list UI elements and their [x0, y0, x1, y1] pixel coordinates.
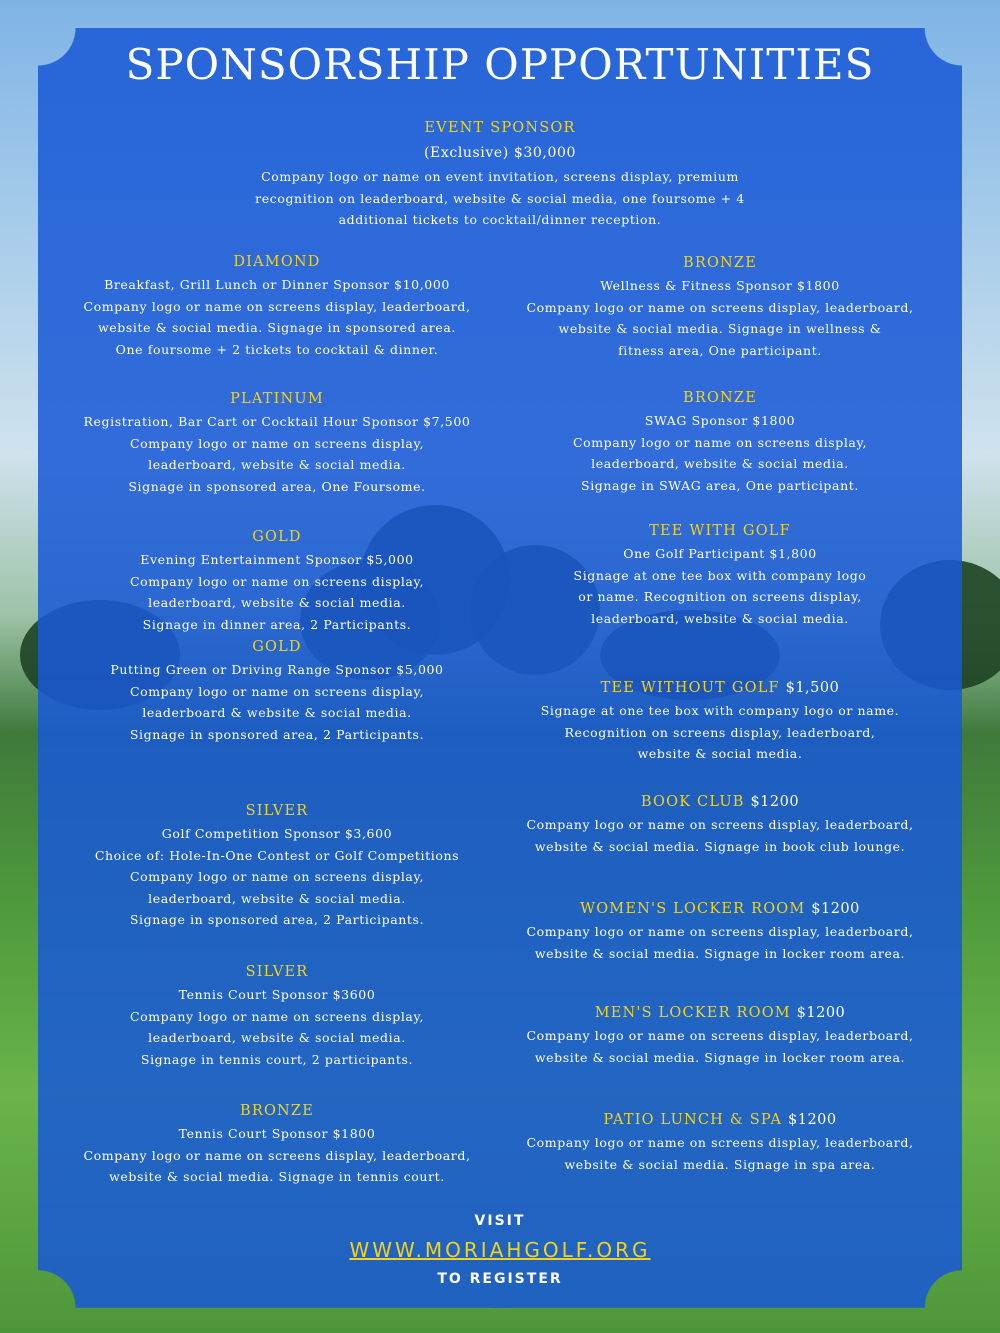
- tier-line: leaderboard & website & social media.: [142, 705, 412, 720]
- tier-line: Company logo or name on screens display,: [129, 869, 425, 884]
- tier-line: Putting Green or Driving Range Sponsor $5,000: [110, 662, 444, 677]
- tier-line: Company logo or name on screens display, leaderboard,: [526, 299, 914, 315]
- tier-line: Recognition on screens display, leaderboard,: [564, 724, 876, 740]
- tier-heading-text: WOMEN'S LOCKER ROOM: [580, 901, 806, 917]
- tier-line: website & social media. Signage in book club lounge.: [534, 838, 906, 854]
- sponsor-tier-block: [505, 1001, 935, 1068]
- tier-line: leaderboard, website & social media.: [591, 456, 849, 471]
- tier-line: Company logo or name on screens display, leaderboard,: [526, 1135, 914, 1150]
- tier-line: fitness area, One participant.: [618, 342, 822, 358]
- tier-line: leaderboard, website & social media.: [148, 890, 406, 906]
- tier-line: Golf Competition Sponsor $3,600: [161, 826, 393, 841]
- tier-price: $1200: [796, 1005, 846, 1021]
- event-sponsor-section: [240, 116, 760, 231]
- tier-line: website & social media. Signage in tennis court.: [109, 1169, 445, 1184]
- tier-heading: BRONZE: [682, 255, 757, 271]
- tier-heading: TEE WITH GOLF: [649, 523, 791, 539]
- tier-heading: SILVER: [245, 964, 309, 980]
- tier-line: website & social media. Signage in sponsored area.: [97, 320, 456, 335]
- sponsor-tier-block: [62, 960, 492, 1070]
- tier-line: website & social media. Signage in spa area.: [564, 1156, 876, 1172]
- sponsor-tier-block: [62, 387, 492, 497]
- tier-line: Signage in sponsored area, One Foursome.: [128, 478, 426, 494]
- tier-heading: BRONZE: [682, 390, 757, 406]
- tier-heading-text: MEN'S LOCKER ROOM: [594, 1005, 791, 1021]
- tier-heading-text: PATIO LUNCH & SPA: [603, 1112, 783, 1128]
- event-sponsor-heading: EVENT SPONSOR: [424, 120, 576, 136]
- tier-heading: BRONZE: [239, 1103, 314, 1119]
- page-title: SPONSORSHIP OPPORTUNITIES: [125, 40, 875, 89]
- tier-line: Company logo or name on screens display,: [572, 434, 868, 450]
- sponsor-tier-block: [505, 897, 935, 964]
- event-sponsor-price: (Exclusive) $30,000: [424, 145, 576, 161]
- tier-line: Registration, Bar Cart or Cocktail Hour Sponsor $7,500: [83, 414, 471, 429]
- sponsor-tier-block: [62, 525, 492, 635]
- event-sponsor-line: Company logo or name on event invitation, screens display, premium: [261, 169, 739, 184]
- tier-line: Signage in sponsored area, 2 Participants.: [129, 912, 425, 927]
- tier-line: Company logo or name on screens display, leaderboard,: [526, 817, 914, 832]
- sponsor-tier-block: [505, 676, 935, 765]
- tier-line: Company logo or name on screens display, leaderboard,: [83, 298, 471, 314]
- tier-heading: [505, 676, 935, 700]
- tier-price: $1200: [750, 794, 800, 810]
- tier-line: Tennis Court Sponsor $1800: [178, 1126, 376, 1141]
- tier-price: $1200: [811, 901, 860, 917]
- tier-line: Signage at one tee box with company logo or name.: [540, 703, 900, 718]
- tier-line: Company logo or name on screens display,: [129, 683, 425, 699]
- tier-line: Breakfast, Grill Lunch or Dinner Sponsor $10,000: [104, 277, 450, 292]
- tier-line: Choice of: Hole-In-One Contest or Golf Competitions: [94, 847, 460, 863]
- tier-heading: [505, 1001, 935, 1025]
- website-link[interactable]: WWW.MORIAHGOLF.ORG: [349, 1238, 651, 1262]
- sponsor-tier-block: [62, 250, 492, 360]
- tier-heading: DIAMOND: [233, 254, 321, 270]
- sponsor-tier-block: [505, 519, 935, 629]
- sponsor-tier-block: [505, 1108, 935, 1175]
- tier-line: Tennis Court Sponsor $3600: [178, 987, 376, 1002]
- tier-line: Signage in tennis court, 2 participants.: [140, 1051, 414, 1067]
- tier-line: One Golf Participant $1,800: [623, 546, 817, 561]
- tier-price: $1,500: [785, 680, 840, 696]
- sponsor-tier-block: [505, 790, 935, 857]
- tier-heading: [505, 897, 935, 921]
- tier-heading-text: BOOK CLUB: [640, 794, 745, 810]
- sponsor-tier-block: [62, 635, 492, 745]
- tier-line: website & social media. Signage in locker room area.: [534, 945, 906, 961]
- sponsor-tier-block: [62, 799, 492, 931]
- tier-line: Signage in SWAG area, One participant.: [581, 477, 859, 493]
- tier-line: Company logo or name on screens display,: [129, 435, 425, 451]
- tier-heading: [505, 790, 935, 814]
- tier-heading: SILVER: [245, 803, 309, 819]
- tier-line: leaderboard, website & social media.: [148, 457, 406, 472]
- tier-line: Signage in sponsored area, 2 Participants.: [129, 726, 425, 742]
- sponsor-tier-block: [62, 1099, 492, 1188]
- tier-line: Company logo or name on screens display, leaderboard,: [83, 1147, 471, 1163]
- tier-line: Evening Entertainment Sponsor $5,000: [140, 552, 414, 567]
- tier-line: website & social media. Signage in wellness &: [558, 321, 882, 336]
- tier-line: leaderboard, website & social media.: [148, 1030, 406, 1045]
- tier-heading: GOLD: [252, 529, 302, 545]
- event-sponsor-line: recognition on leaderboard, website & social media, one foursome + 4: [255, 190, 745, 206]
- tier-line: Company logo or name on screens display, leaderboard,: [526, 924, 914, 939]
- tier-line: website & social media.: [637, 746, 803, 761]
- tier-line: Signage in dinner area, 2 Participants.: [142, 616, 412, 632]
- tier-heading: GOLD: [252, 639, 302, 655]
- register-label: TO REGISTER: [437, 1271, 563, 1287]
- sponsor-tier-block: [505, 251, 935, 361]
- tier-line: Company logo or name on screens display,: [129, 1008, 425, 1024]
- tier-line: SWAG Sponsor $1800: [644, 413, 796, 428]
- tier-heading: [505, 1108, 935, 1132]
- sponsor-tier-block: [505, 386, 935, 496]
- tier-line: leaderboard, website & social media.: [148, 595, 406, 610]
- tier-line: Company logo or name on screens display,: [129, 573, 425, 589]
- event-sponsor-line: additional tickets to cocktail/dinner reception.: [338, 212, 662, 227]
- visit-label: VISIT: [474, 1213, 526, 1229]
- tier-line: One foursome + 2 tickets to cocktail & dinner.: [115, 341, 439, 357]
- tier-price: $1200: [788, 1112, 837, 1128]
- tier-line: Wellness & Fitness Sponsor $1800: [600, 278, 840, 293]
- tier-line: or name. Recognition on screens display,: [578, 589, 862, 604]
- tier-line: leaderboard, website & social media.: [591, 610, 849, 626]
- tier-line: Signage at one tee box with company logo: [573, 567, 867, 583]
- tier-line: website & social media. Signage in locker room area.: [534, 1049, 906, 1065]
- tier-heading: PLATINUM: [230, 391, 324, 407]
- tier-line: Company logo or name on screens display, leaderboard,: [526, 1028, 914, 1043]
- tier-heading-text: TEE WITHOUT GOLF: [600, 680, 780, 696]
